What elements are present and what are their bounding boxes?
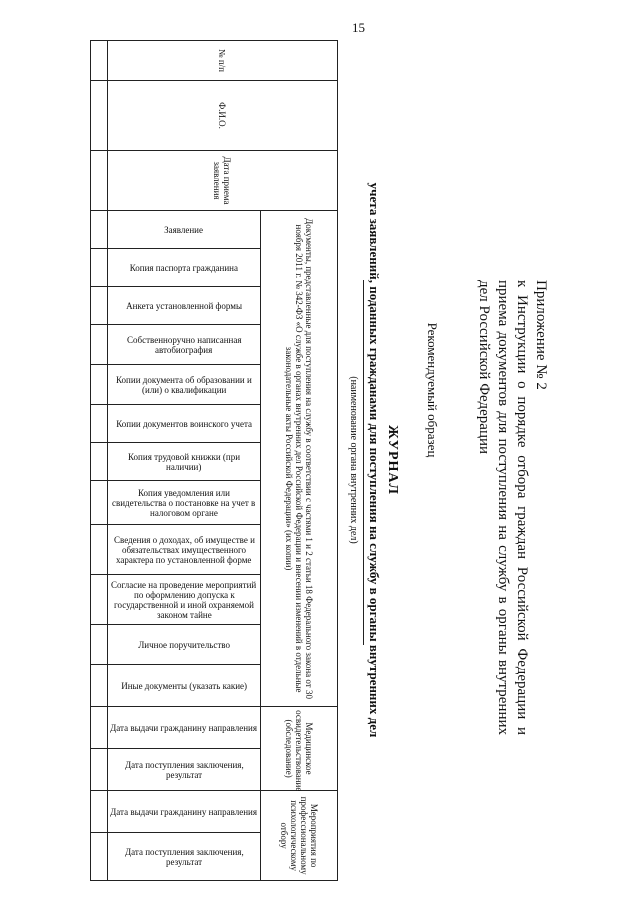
org-name-line [363,280,364,645]
psych-receipt-date-header: Дата поступления заключения, результат [108,833,261,881]
org-caption: (наименование органа внутренних дел) [348,376,359,544]
journal-table [90,40,338,881]
doc-col-header: Иные документы (указать какие) [108,665,261,707]
doc-col-header: Личное поручительство [108,625,261,665]
medical-receipt-date-header: Дата поступления заключения, результат [108,749,261,791]
appendix-block [474,280,550,735]
col-number-header: № п/п [108,41,338,81]
journal-title: ЖУРНАЛ [385,425,400,495]
psych-issue-date-header: Дата выдачи гражданину направления [108,791,261,833]
col-date-header: Дата приема заявления [108,151,338,211]
psych-header: Мероприятия по профессиональному психологическому отбору [261,791,338,881]
sample-mark: Рекомендуемый образец [425,322,440,458]
doc-col-header: Копия уведомления или свидетельства о постановке на учет в налоговом органе [108,481,261,525]
doc-col-header: Копия трудовой книжки (при наличии) [108,443,261,481]
doc-col-header: Собственноручно написанная автобиография [108,325,261,365]
medical-issue-date-header: Дата выдачи гражданину направления [108,707,261,749]
doc-col-header: Копии документа об образовании и (или) о квалификации [108,365,261,405]
appendix-text: к Инструкции о порядке отбора граждан Российской Федерации и приема документов для поступления на службу в органы внутренних дел Российской Федерации [476,280,530,735]
rotated-sheet [70,40,570,880]
doc-col-header: Копия паспорта гражданина [108,249,261,287]
appendix-title: Приложение № 2 [533,280,549,390]
doc-col-header: Анкета установленной формы [108,287,261,325]
doc-col-header: Копии документов воинского учета [108,405,261,443]
doc-col-header: Согласие на проведение мероприятий по оформлению допуска к государственной и иной охраняемой законом тайне [108,575,261,625]
page-number: 15 [352,20,365,35]
table-row [91,41,108,881]
journal-subtitle: учета заявлений, поданных гражданами для поступления на службу в органы внутренних дел [367,182,382,738]
medical-header: Медицинское освидетельствование (обследование) [261,707,338,791]
col-name-header: Ф.И.О. [108,81,338,151]
doc-col-header: Сведения о доходах, об имуществе и обязательствах имущественного характера по установленной форме [108,525,261,575]
doc-col-header: Заявление [108,211,261,249]
documents-header: Документы, представленные для поступления на службу в соответствии с частями 1 и 2 статьи 18 Федерального закона от 30 ноября 2011 г. № 342-ФЗ «О службе в органах внутренних дел Российской Федерации и внесении изменений в отдельные законодательные акты Российской Федерации» (их копии) [261,211,338,707]
